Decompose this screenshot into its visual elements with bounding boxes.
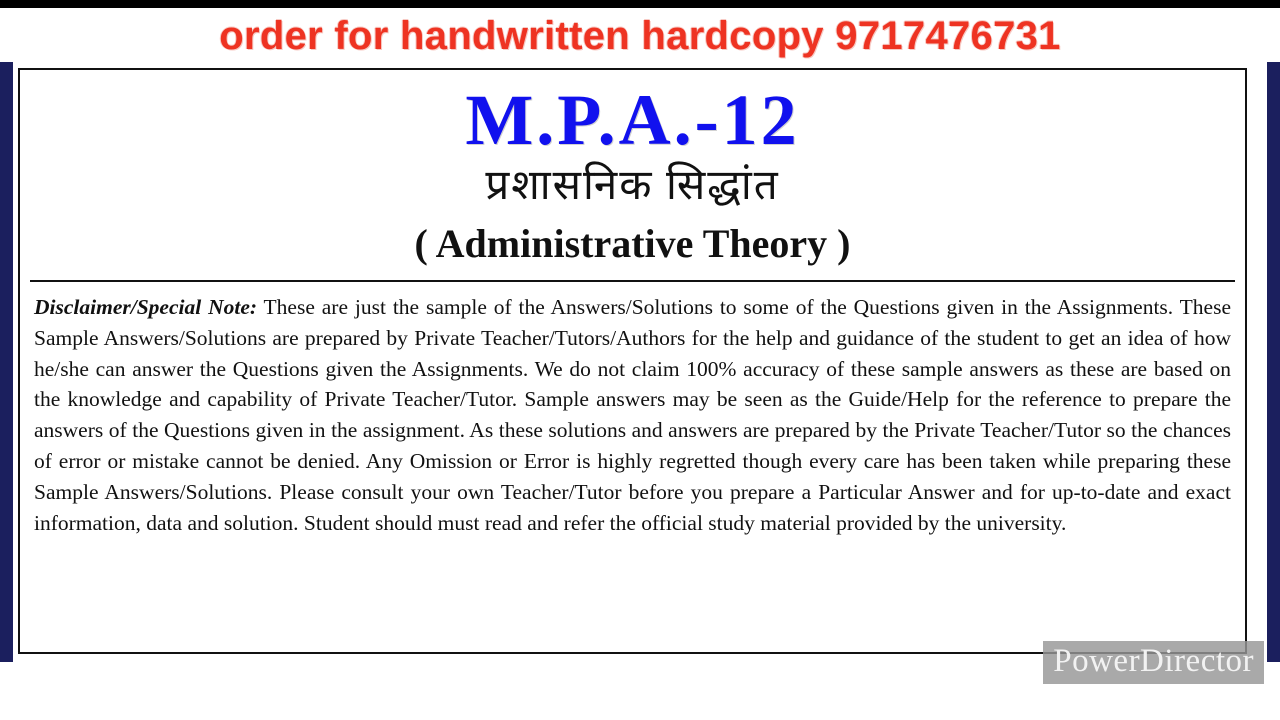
course-code: M.P.A.-12 [465, 80, 800, 160]
powerdirector-watermark: PowerDirector [1043, 641, 1264, 684]
right-border-bar [1267, 62, 1280, 662]
left-border-bar [0, 62, 13, 662]
top-letterbox-bar [0, 0, 1280, 8]
promo-banner [0, 8, 1280, 64]
course-title-hindi: प्रशासनिक सिद्धांत [485, 163, 780, 210]
document-title-block [20, 70, 1245, 266]
course-title-english: ( Administrative Theory ) [414, 220, 851, 266]
document-border-frame [18, 68, 1247, 654]
disclaimer-paragraph [20, 282, 1245, 540]
document-page [13, 62, 1267, 662]
bottom-bar [0, 706, 1280, 720]
disclaimer-body: These are just the sample of the Answers/Solutions to some of the Questions given in the Assignments. These Sample Answers/Solutions are prepared by Private Teacher/Tutors/Authors for the help and guidance of the student to get an idea of how he/she can answer the Questions given the Assignments. We do not claim 100% accuracy of these sample answers as these are based on the knowledge and capability of Private Teacher/Tutor. Sample answers may be seen as the Guide/Help for the reference to prepare the answers of the Questions given in the assignment. As these solutions and answers are prepared by the Private Teacher/Tutor so the chances of error or mistake cannot be denied. Any Omission or Error is highly regretted though every care has been taken while preparing these Sample Answers/Solutions. Please consult your own Teacher/Tutor before you prepare a Particular Answer and for up-to-date and exact information, data and solution. Student should must read and refer the official study material provided by the university. [34, 294, 1232, 536]
promo-banner-text: order for handwritten hardcopy 9717476731 [219, 14, 1061, 58]
disclaimer-label: Disclaimer/Special Note: [34, 294, 258, 319]
